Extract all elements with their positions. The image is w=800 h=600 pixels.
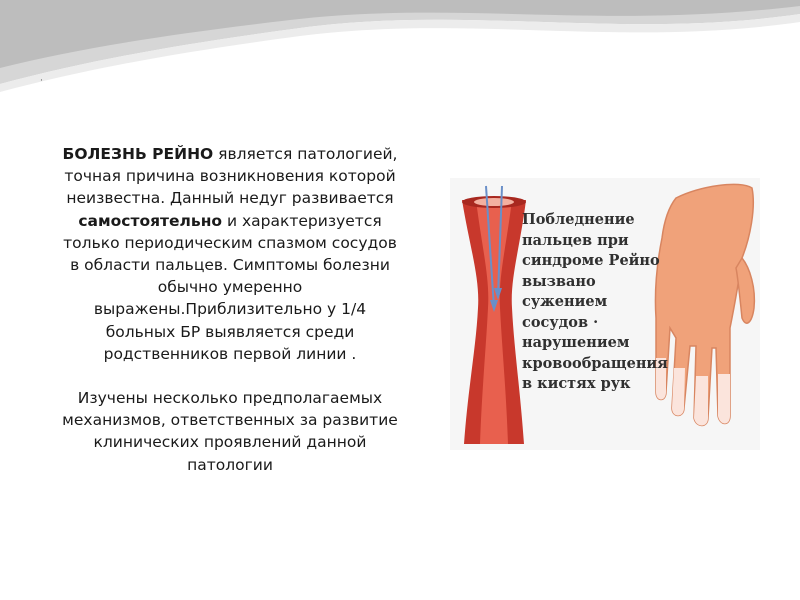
caption-line: пальцев при (522, 231, 629, 249)
paragraph-1 (58, 143, 402, 365)
caption-line: нарушением (522, 334, 630, 351)
raynaud-illustration (450, 178, 760, 450)
pale-finger-tip-3 (694, 376, 708, 426)
slide-dot: · (40, 76, 43, 86)
illustration-caption (522, 210, 672, 395)
caption-line: вызвано (522, 272, 596, 290)
paragraph-1-text-a: является патологией, точная причина возникновения которой неизвестна. Данный недуг развивается (64, 145, 398, 208)
caption-line: синдроме Рейно (522, 252, 660, 269)
emphasis-word: самостоятельно (78, 211, 223, 230)
caption-line: Побледнение (522, 211, 635, 228)
vessel-opening-inner (474, 198, 514, 206)
caption-line: сосудов · (522, 313, 599, 331)
caption-line: в кистях рук (522, 375, 631, 392)
body-text (58, 143, 402, 476)
paragraph-2: Изучены несколько предполагаемых механизмов, ответственных за развитие клинических проявлений данной патологии (62, 389, 398, 474)
caption-line: кровообращения (522, 354, 668, 372)
disease-name: БОЛЕЗНЬ РЕЙНО (62, 145, 214, 163)
caption-line: сужением (522, 293, 608, 310)
decorative-header-swoosh (0, 0, 800, 110)
pale-finger-tip-2 (672, 368, 685, 416)
paragraph-1-text-b: и характеризуется только периодическим спазмом сосудов в области пальцев. Симптомы болезни обычно умеренно выражены.Приблизительно у 1/4 больных БР выявляется среди родственников первой линии . (63, 211, 397, 363)
pale-finger-tip-4 (718, 374, 730, 424)
